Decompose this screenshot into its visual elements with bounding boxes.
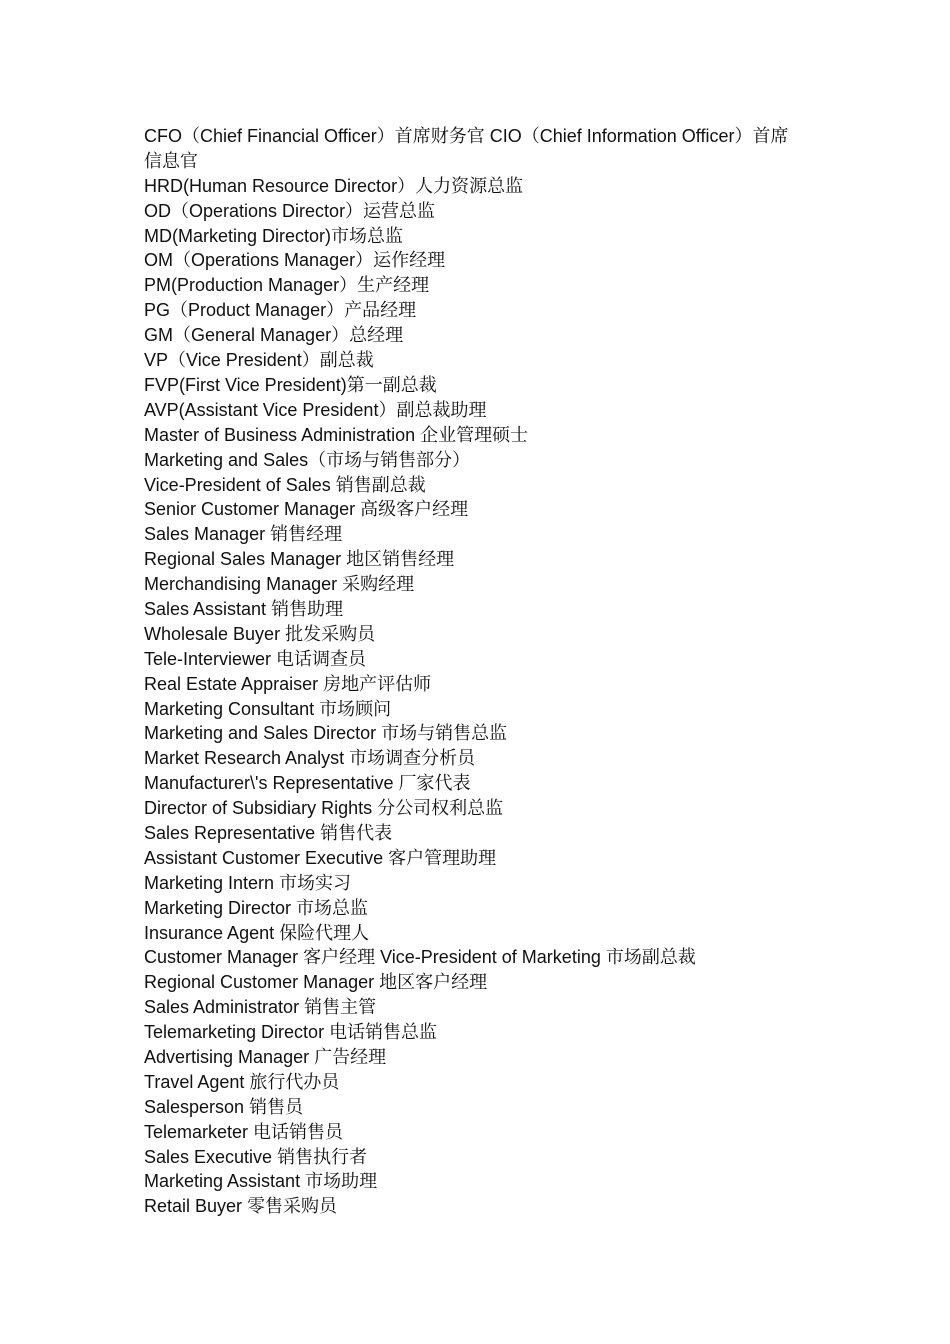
text-line: Customer Manager 客户经理 Vice-President of Marketing 市场副总裁 (144, 947, 696, 968)
text-line: Vice-President of Sales 销售副总裁 (144, 474, 426, 495)
text-line: Sales Representative 销售代表 (144, 822, 393, 843)
text-line: Advertising Manager 广告经理 (144, 1046, 387, 1067)
text-line: Assistant Customer Executive 客户管理助理 (144, 847, 497, 868)
text-line: Director of Subsidiary Rights 分公司权利总监 (144, 798, 504, 819)
text-line: VP（Vice President）副总裁 (144, 350, 374, 371)
text-line: Marketing Director 市场总监 (144, 897, 369, 918)
text-line: Regional Sales Manager 地区销售经理 (144, 549, 455, 570)
text-line: Insurance Agent 保险代理人 (144, 922, 370, 943)
text-line: Merchandising Manager 采购经理 (144, 574, 415, 595)
text-line: PG（Product Manager）产品经理 (144, 300, 417, 321)
text-line: Marketing Intern 市场实习 (144, 872, 352, 893)
text-line: Telemarketing Director 电话销售总监 (144, 1022, 438, 1043)
text-line: Marketing and Sales Director 市场与销售总监 (144, 723, 508, 744)
text-line: Senior Customer Manager 高级客户经理 (144, 499, 469, 520)
text-line: Wholesale Buyer 批发采购员 (144, 623, 376, 644)
job-title-list (144, 124, 804, 1219)
text-line: Marketing Assistant 市场助理 (144, 1171, 378, 1192)
text-line: Market Research Analyst 市场调查分析员 (144, 748, 476, 769)
text-line: OM（Operations Manager）运作经理 (144, 250, 446, 271)
text-line: Sales Manager 销售经理 (144, 524, 343, 545)
text-line: CFO（Chief Financial Officer）首席财务官 CIO（Chief Information Officer）首席信息官 (144, 126, 789, 171)
text-line: Salesperson 销售员 (144, 1096, 304, 1117)
text-line: MD(Marketing Director)市场总监 (144, 225, 404, 246)
text-line: Travel Agent 旅行代办员 (144, 1071, 340, 1092)
text-line: Sales Assistant 销售助理 (144, 598, 344, 619)
text-line: Marketing Consultant 市场顾问 (144, 698, 392, 719)
text-line: GM（General Manager）总经理 (144, 325, 404, 346)
text-line: Marketing and Sales（市场与销售部分） (144, 449, 471, 470)
text-line: OD（Operations Director）运营总监 (144, 200, 436, 221)
text-line: Master of Business Administration 企业管理硕士 (144, 424, 529, 445)
text-line: Sales Administrator 销售主管 (144, 997, 377, 1018)
text-line: Tele-Interviewer 电话调查员 (144, 648, 367, 669)
text-line: Manufacturer\'s Representative 厂家代表 (144, 773, 471, 794)
text-line: FVP(First Vice President)第一副总裁 (144, 374, 437, 395)
text-line: Regional Customer Manager 地区客户经理 (144, 972, 488, 993)
text-line: Telemarketer 电话销售员 (144, 1121, 344, 1142)
text-line: Retail Buyer 零售采购员 (144, 1196, 338, 1217)
text-line: HRD(Human Resource Director）人力资源总监 (144, 175, 524, 196)
text-line: PM(Production Manager）生产经理 (144, 275, 430, 296)
text-line: AVP(Assistant Vice President）副总裁助理 (144, 399, 487, 420)
text-line: Real Estate Appraiser 房地产评估师 (144, 673, 432, 694)
text-line: Sales Executive 销售执行者 (144, 1146, 368, 1167)
